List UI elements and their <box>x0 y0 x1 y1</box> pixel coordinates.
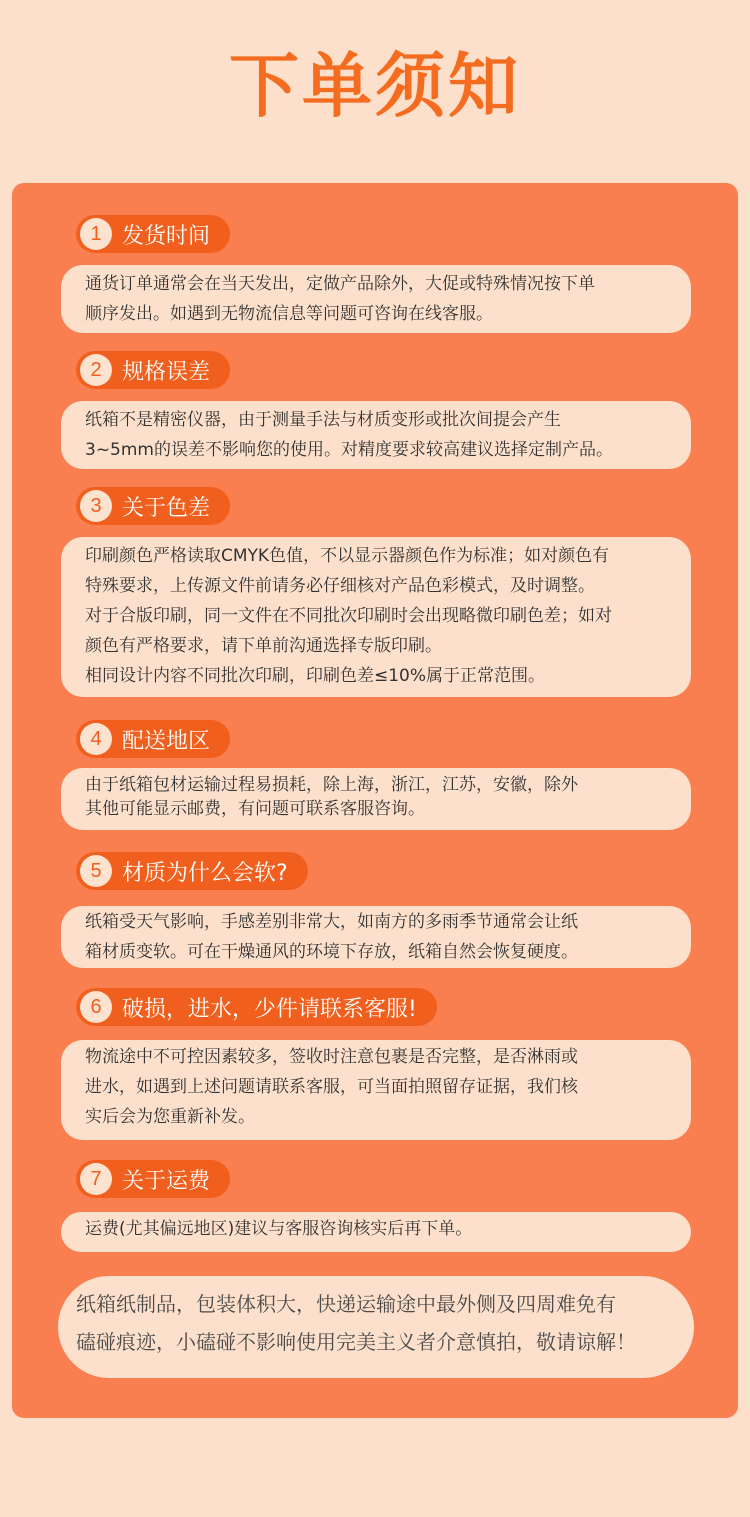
section-5-header <box>76 852 308 890</box>
section-heading: 配送地区 <box>122 728 211 754</box>
section-heading: 关于色差 <box>122 495 211 521</box>
section-number-badge: 1 <box>80 218 112 250</box>
section-1-body <box>61 265 691 333</box>
section-3-header <box>76 487 230 525</box>
section-7-body <box>61 1212 691 1252</box>
section-number-badge: 2 <box>80 354 112 386</box>
section-7-header <box>76 1160 230 1198</box>
section-number-badge: 5 <box>80 855 112 887</box>
section-text-line: 纸箱受天气影响，手感差别非常大，如南方的多雨季节通常会让纸 <box>85 912 578 932</box>
section-text-line: 进水，如遇到上述问题请联系客服，可当面拍照留存证据，我们核 <box>85 1077 578 1097</box>
section-4-body <box>61 768 691 830</box>
final-notice-line: 纸箱纸制品，包装体积大，快递运输途中最外侧及四周难免有 <box>76 1292 616 1316</box>
section-text-line: 物流途中不可控因素较多，签收时注意包裹是否完整，是否淋雨或 <box>85 1047 578 1067</box>
section-number-badge: 7 <box>80 1163 112 1195</box>
section-heading: 关于运费 <box>122 1168 211 1194</box>
section-text-line: 顺序发出。如遇到无物流信息等问题可咨询在线客服。 <box>85 304 493 324</box>
section-text-line: 印刷颜色严格读取CMYK色值，不以显示器颜色作为标准；如对颜色有 <box>85 546 610 566</box>
section-1-header <box>76 215 230 253</box>
section-2-header <box>76 351 230 389</box>
section-text-line: 通货订单通常会在当天发出，定做产品除外，大促或特殊情况按下单 <box>85 274 595 294</box>
section-heading: 破损，进水，少件请联系客服! <box>122 996 417 1022</box>
section-heading: 规格误差 <box>122 359 211 385</box>
section-number-badge: 6 <box>80 991 112 1023</box>
section-text-line: 颜色有严格要求，请下单前沟通选择专版印刷。 <box>85 636 442 656</box>
section-text-line: 纸箱不是精密仪器，由于测量手法与材质变形或批次间提会产生 <box>85 410 561 430</box>
section-text-line: 对于合版印刷，同一文件在不同批次印刷时会出现略微印刷色差；如对 <box>85 606 612 626</box>
section-text-line: 由于纸箱包材运输过程易损耗，除上海，浙江，江苏，安徽，除外 <box>85 775 578 795</box>
section-text-line: 特殊要求，上传源文件前请务必仔细核对产品色彩模式，及时调整。 <box>85 576 595 596</box>
section-heading: 发货时间 <box>122 223 211 249</box>
section-4-header <box>76 720 230 758</box>
section-text-line: 3~5mm的误差不影响您的使用。对精度要求较高建议选择定制产品。 <box>85 440 613 460</box>
section-5-body <box>61 906 691 968</box>
section-number-badge: 4 <box>80 723 112 755</box>
section-heading: 材质为什么会软? <box>122 860 288 886</box>
page-title: 下单须知 <box>229 45 521 127</box>
section-6-body <box>61 1040 691 1140</box>
section-2-body <box>61 401 691 469</box>
section-6-header <box>76 988 437 1026</box>
final-notice-line: 磕碰痕迹，小磕碰不影响使用完美主义者介意慎拍，敬请谅解！ <box>76 1330 636 1354</box>
section-text-line: 实后会为您重新补发。 <box>85 1107 255 1127</box>
section-number-badge: 3 <box>80 490 112 522</box>
final-notice <box>58 1276 694 1378</box>
section-text-line: 相同设计内容不同批次印刷，印刷色差≤10%属于正常范围。 <box>85 666 546 686</box>
section-text-line: 其他可能显示邮费，有问题可联系客服咨询。 <box>85 799 425 819</box>
section-text-line: 箱材质变软。可在干燥通风的环境下存放，纸箱自然会恢复硬度。 <box>85 942 578 962</box>
section-3-body <box>61 537 691 697</box>
section-text-line: 运费(尤其偏远地区)建议与客服咨询核实后再下单。 <box>85 1219 473 1239</box>
